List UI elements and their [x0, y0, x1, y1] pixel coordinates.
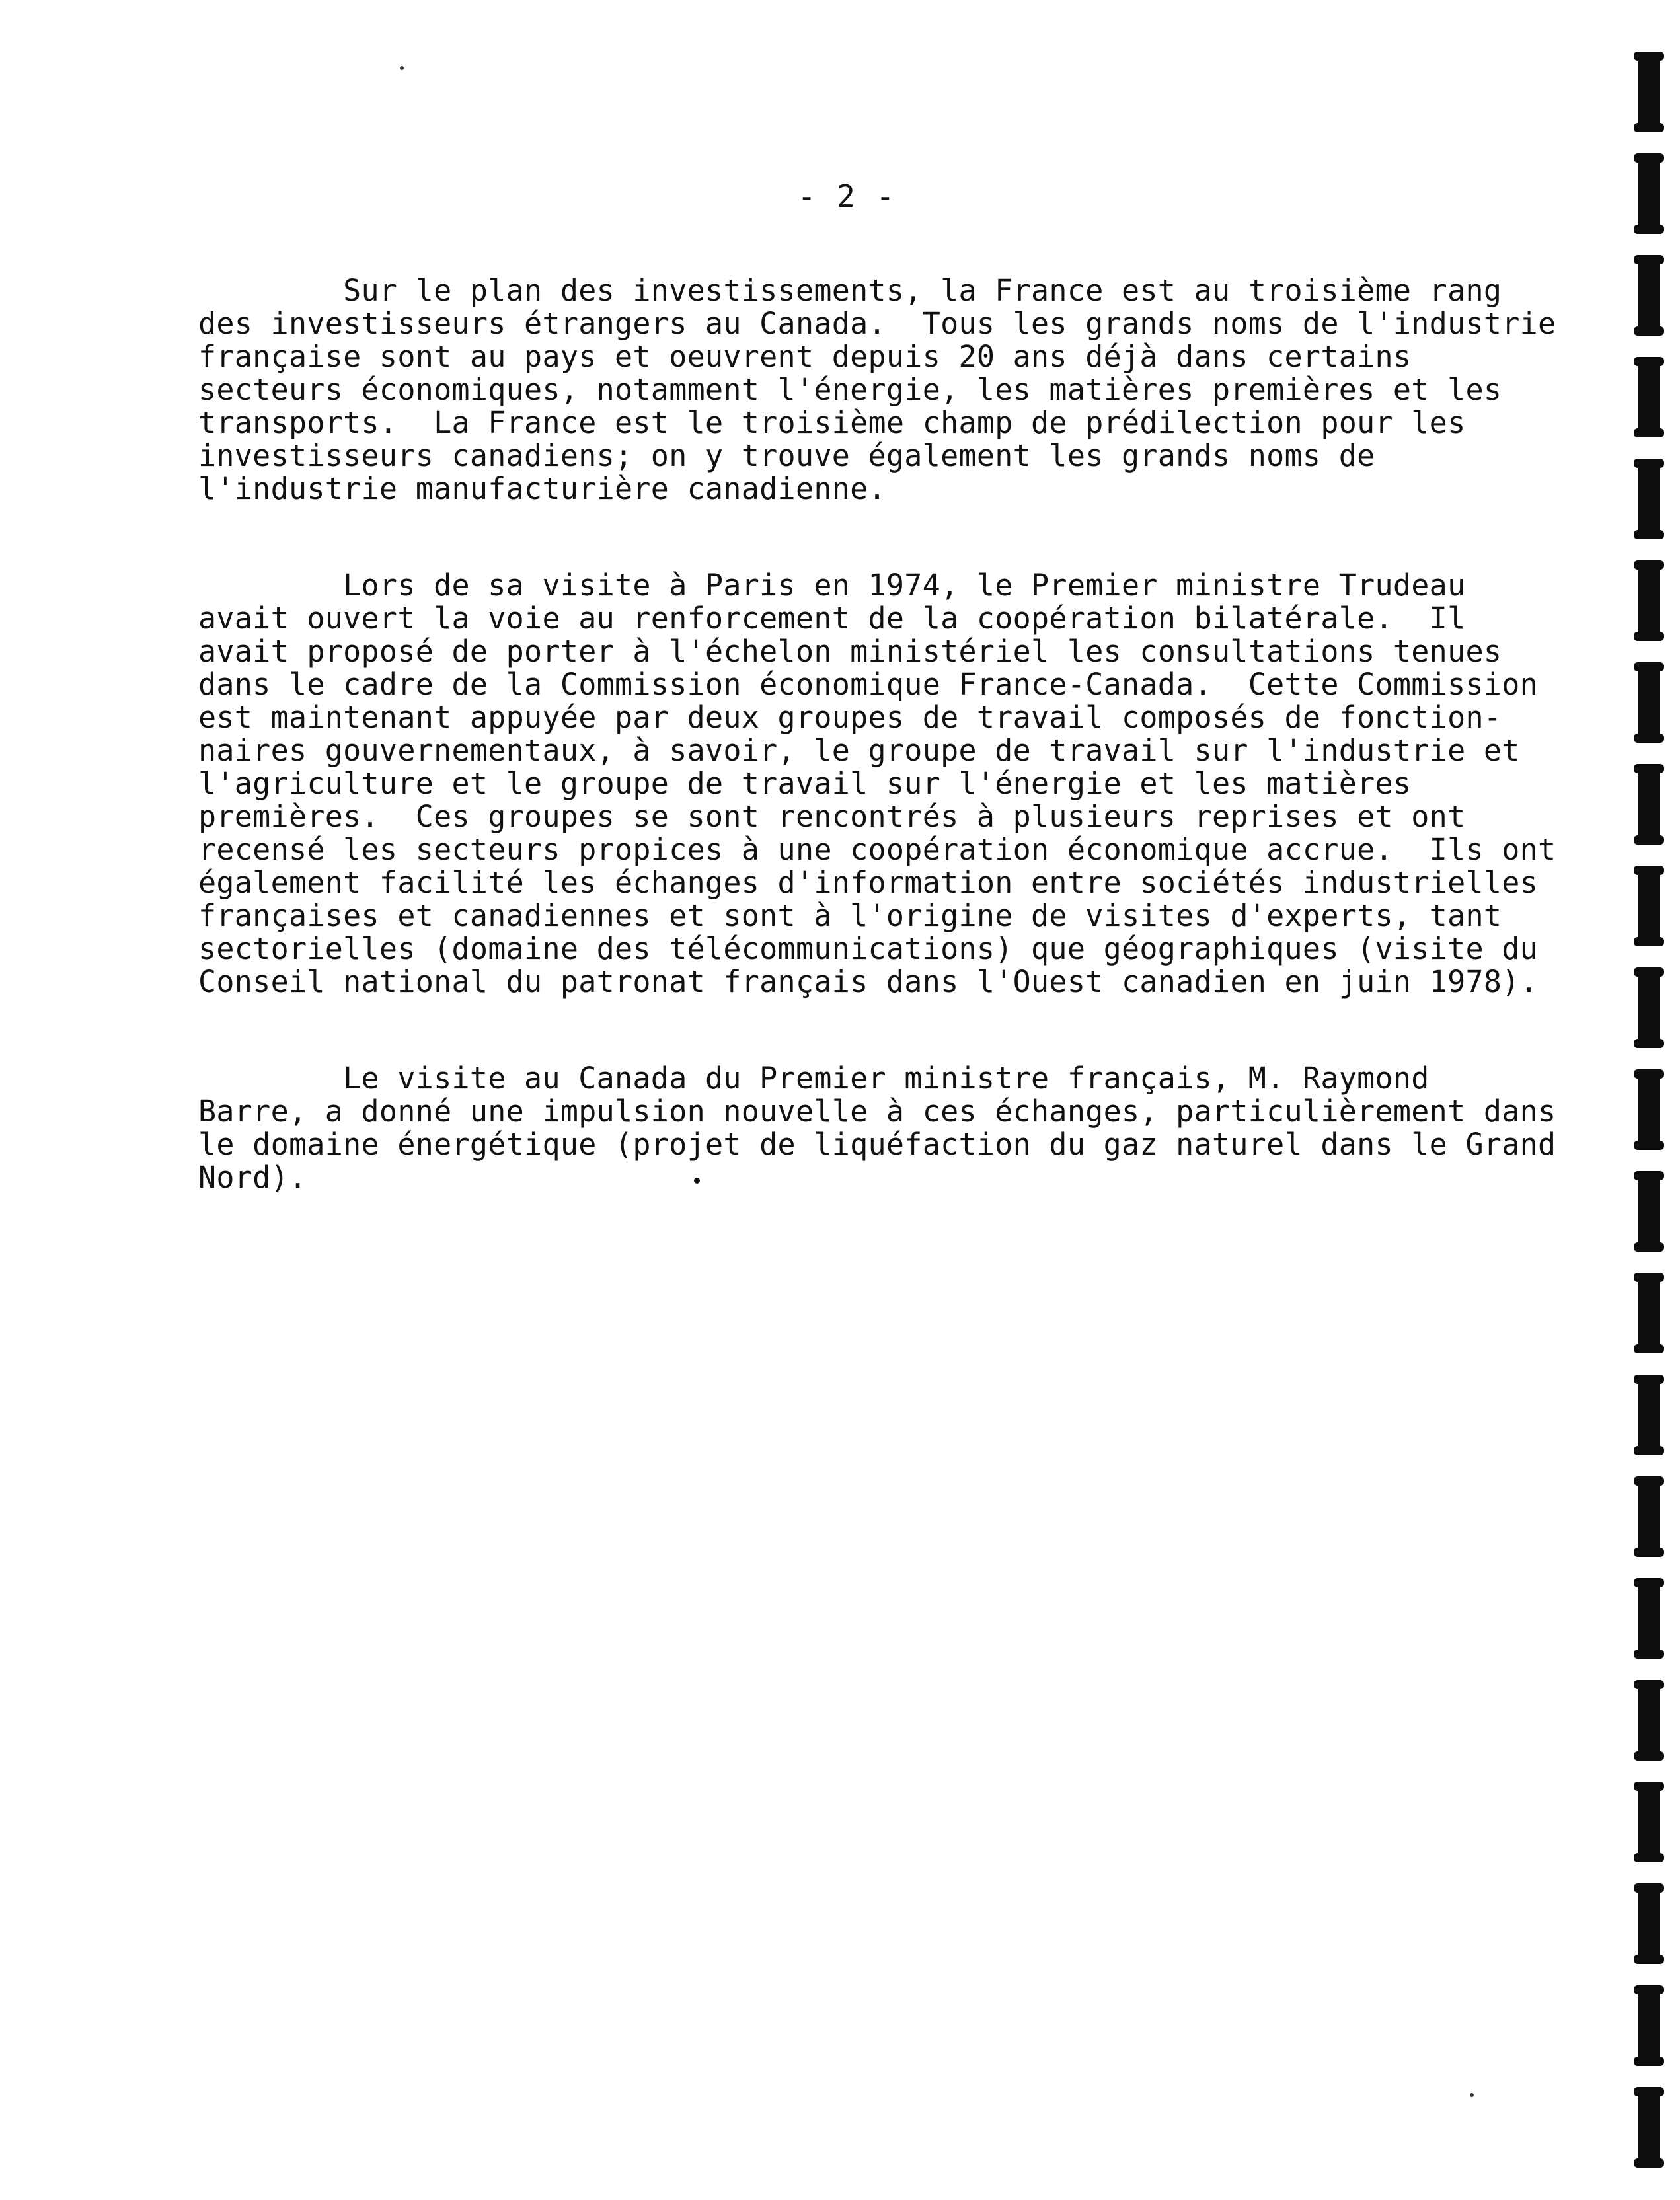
- document-body: [198, 273, 1556, 1258]
- scan-speck: [400, 66, 404, 70]
- text-line: Nord).: [198, 1160, 307, 1195]
- binding-hole: [1638, 53, 1660, 131]
- binding-hole: [1638, 765, 1660, 843]
- binding-hole: [1638, 358, 1660, 436]
- binding-hole: [1638, 1071, 1660, 1149]
- binding-hole: [1638, 1274, 1660, 1352]
- text-line: française sont au pays et oeuvrent depuis 20 ans déjà dans certains: [198, 339, 1412, 374]
- text-line: est maintenant appuyée par deux groupes de travail composés de fonction-: [198, 700, 1502, 735]
- page-number: - 2 -: [797, 178, 896, 214]
- text-line: naires gouvernementaux, à savoir, le groupe de travail sur l'industrie et: [198, 733, 1520, 768]
- binding-hole: [1638, 155, 1660, 233]
- binding-hole: [1638, 969, 1660, 1047]
- text-line: françaises et canadiennes et sont à l'origine de visites d'experts, tant: [198, 898, 1502, 933]
- binding-hole: [1638, 1376, 1660, 1454]
- text-line: investisseurs canadiens; on y trouve également les grands noms de: [198, 438, 1375, 473]
- text-line: Conseil national du patronat français dans l'Ouest canadien en juin 1978).: [198, 964, 1539, 999]
- text-line: avait proposé de porter à l'échelon ministériel les consultations tenues: [198, 634, 1502, 669]
- binding-hole: [1638, 1987, 1660, 2065]
- text-line: transports. La France est le troisième champ de prédilection pour les: [198, 405, 1466, 440]
- text-line: également facilité les échanges d'information entre sociétés industrielles: [198, 865, 1539, 900]
- binding-hole: [1638, 460, 1660, 538]
- binding-hole: [1638, 1783, 1660, 1861]
- text-line: Le visite au Canada du Premier ministre français, M. Raymond: [198, 1061, 1430, 1096]
- binding-hole: [1638, 562, 1660, 640]
- text-line: secteurs économiques, notamment l'énergie, les matières premières et les: [198, 372, 1502, 407]
- text-line: Sur le plan des investissements, la France est au troisième rang: [198, 273, 1502, 308]
- binding-hole: [1638, 1478, 1660, 1556]
- binding-hole: [1638, 1681, 1660, 1759]
- binding-hole: [1638, 256, 1660, 334]
- text-line: des investisseurs étrangers au Canada. Tous les grands noms de l'industrie: [198, 306, 1556, 341]
- text-line: dans le cadre de la Commission économique France-Canada. Cette Commission: [198, 667, 1539, 702]
- binding-hole: [1638, 867, 1660, 945]
- binding-hole: [1638, 664, 1660, 741]
- scan-speck: [1470, 2093, 1474, 2097]
- text-line: recensé les secteurs propices à une coopération économique accrue. Ils ont: [198, 832, 1556, 867]
- paragraph-barre-visit: [198, 1061, 1556, 1195]
- text-line: avait ouvert la voie au renforcement de la coopération bilatérale. Il: [198, 601, 1466, 636]
- binding-hole: [1638, 1172, 1660, 1250]
- scan-speck: [694, 1178, 700, 1184]
- binding-hole: [1638, 1885, 1660, 1963]
- binding-hole: [1638, 2088, 1660, 2166]
- paragraph-trudeau-visit: [198, 568, 1556, 999]
- text-line: l'industrie manufacturière canadienne.: [198, 471, 886, 506]
- text-line: l'agriculture et le groupe de travail sur l'énergie et les matières: [198, 766, 1412, 801]
- text-line: Barre, a donné une impulsion nouvelle à ces échanges, particulièrement dans: [198, 1094, 1556, 1129]
- text-line: Lors de sa visite à Paris en 1974, le Premier ministre Trudeau: [198, 568, 1466, 603]
- text-line: premières. Ces groupes se sont rencontrés à plusieurs reprises et ont: [198, 799, 1466, 834]
- text-line: sectorielles (domaine des télécommunications) que géographiques (visite du: [198, 931, 1539, 966]
- paragraph-investments: [198, 273, 1556, 506]
- text-line: le domaine énergétique (projet de liquéfaction du gaz naturel dans le Grand: [198, 1127, 1556, 1162]
- binding-holes: [1638, 40, 1661, 2187]
- binding-hole: [1638, 1579, 1660, 1657]
